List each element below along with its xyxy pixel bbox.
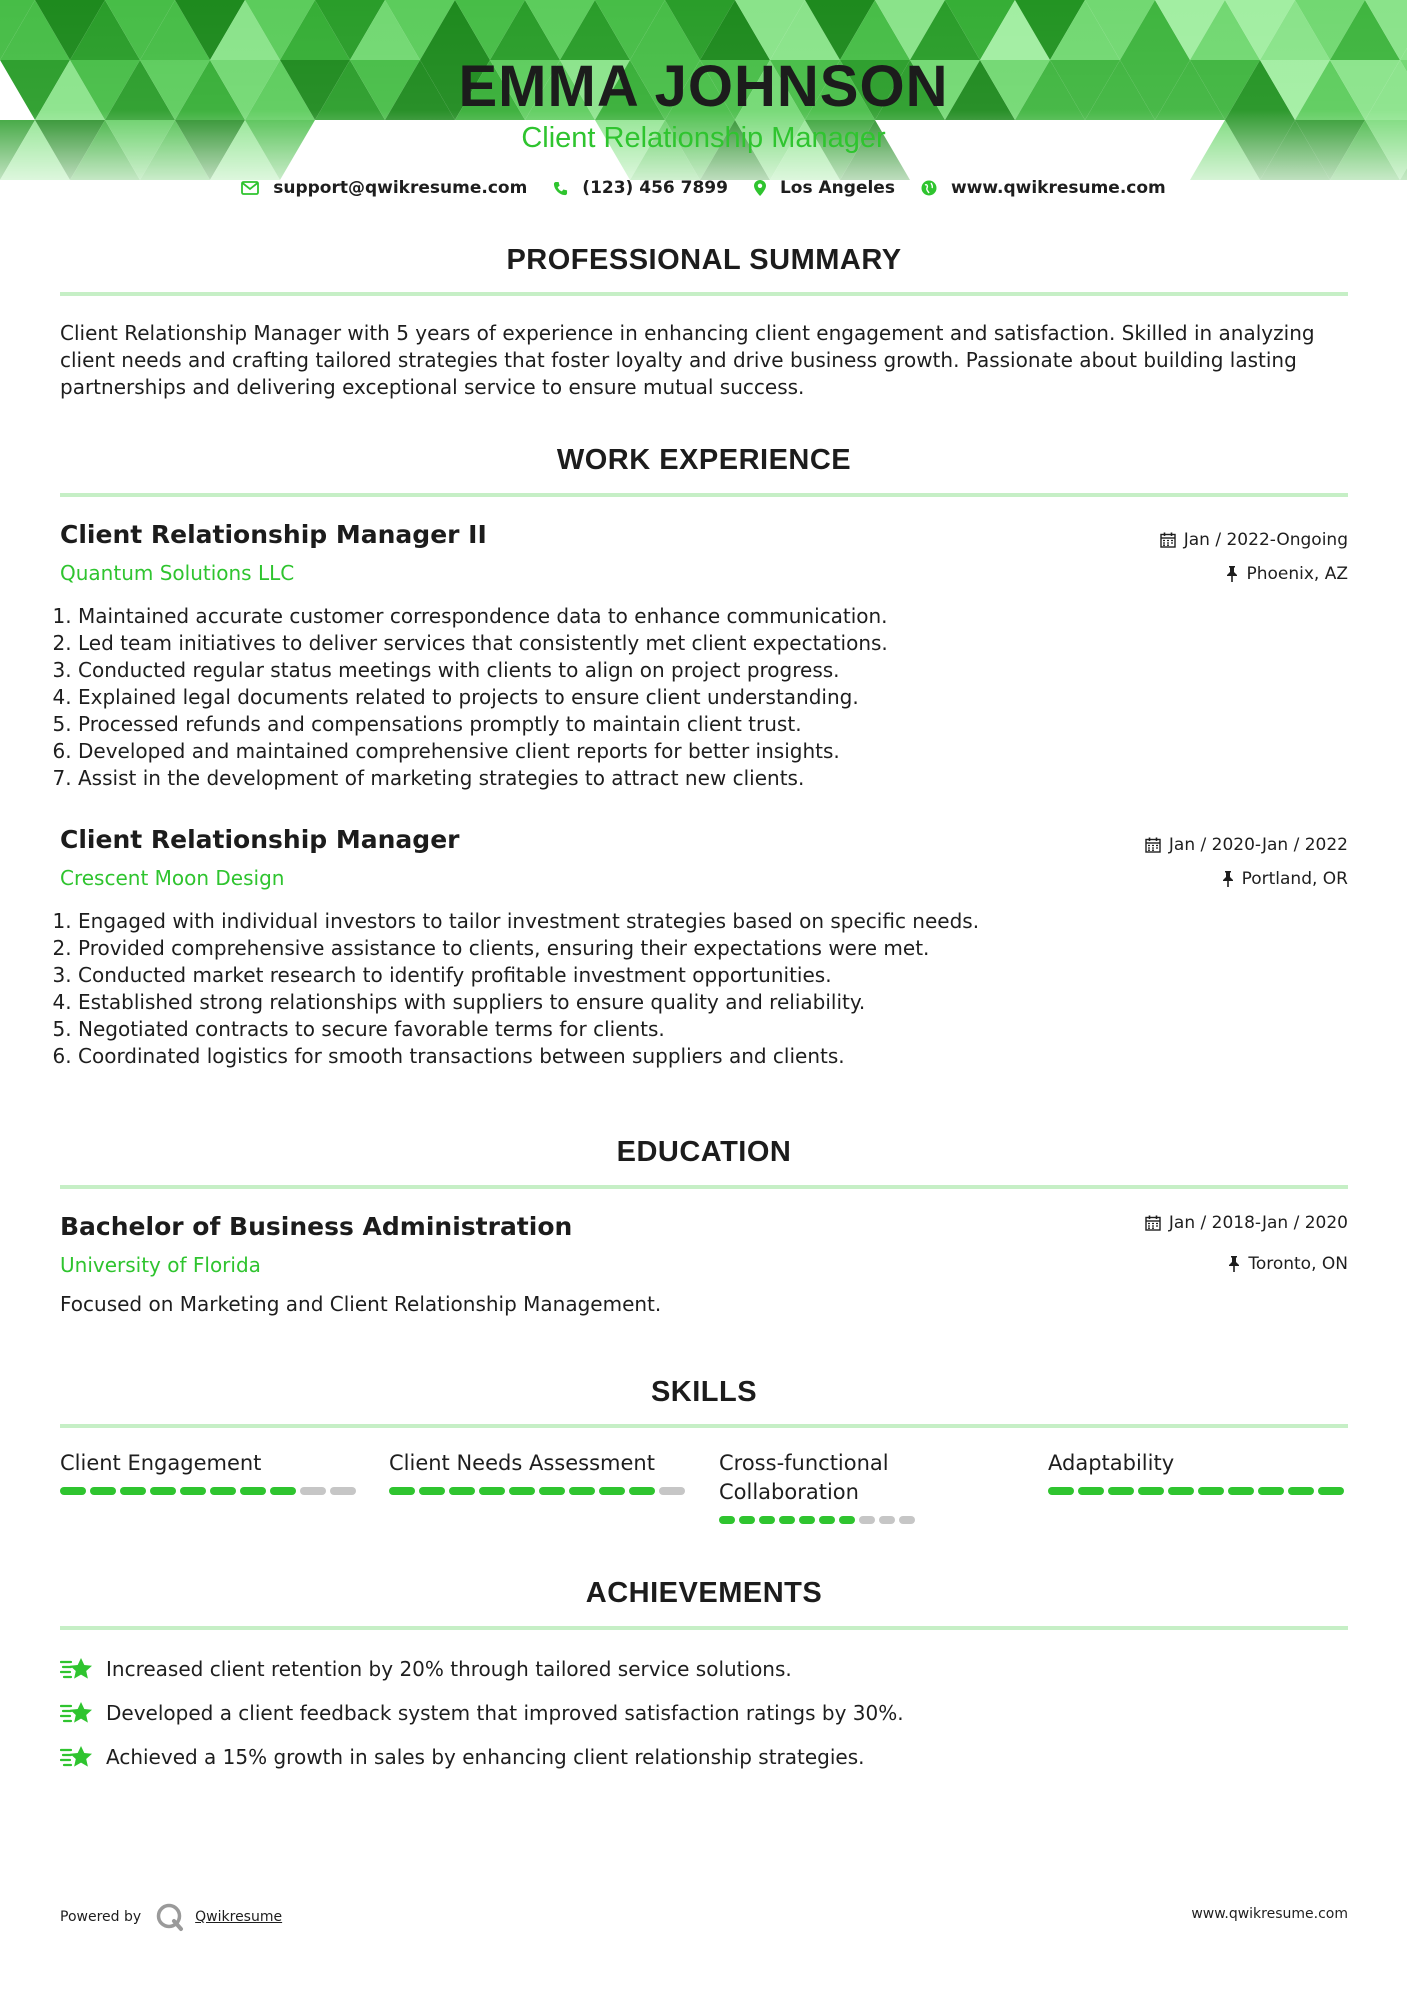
candidate-role: Client Relationship Manager: [521, 122, 886, 154]
skill-dot: [839, 1516, 855, 1524]
contact-location: [754, 178, 895, 198]
skill-dot: [449, 1487, 475, 1495]
skill-dot: [1258, 1487, 1284, 1495]
skill-dot: [629, 1487, 655, 1495]
skill-dot: [330, 1487, 356, 1495]
star-icon: [60, 1744, 94, 1770]
skill-dot: [1318, 1487, 1344, 1495]
degree-title: Bachelor of Business Administration: [60, 1212, 573, 1241]
skills-heading: SKILLS: [650, 1376, 758, 1408]
skill-dot: [1228, 1487, 1254, 1495]
skill-dot: [419, 1487, 445, 1495]
skill-dot: [1048, 1487, 1074, 1495]
list-item: 1. Engaged with individual investors to tailor investment strategies based on specific needs.: [78, 908, 1328, 935]
education-location: [1228, 1254, 1348, 1274]
list-item: 7. Assist in the development of marketing strategies to attract new clients.: [78, 765, 1328, 792]
skill-dot: [479, 1487, 505, 1495]
experience-heading: WORK EXPERIENCE: [556, 444, 852, 476]
contact-email-text: support@qwikresume.com: [273, 178, 528, 198]
summary-text: Client Relationship Manager with 5 years of experience in enhancing client engagement and satisfaction. Skilled in analyzing client needs and crafting tailored strategies that foster loyalty and drive business growth. Passionate about building lasting partnerships and delivering exceptional service to ensure mutual success.: [60, 321, 1315, 399]
skill-item: [60, 1449, 360, 1495]
star-icon: [60, 1656, 94, 1682]
job-duties-list: [50, 603, 1328, 792]
skill-rating: [719, 1516, 919, 1524]
contact-location-text: Los Angeles: [779, 178, 895, 198]
skill-dot: [1198, 1487, 1224, 1495]
job-location: [1226, 564, 1348, 584]
skill-dot: [240, 1487, 266, 1495]
contact-bar: [0, 178, 1407, 198]
education-note: Focused on Marketing and Client Relationship Management.: [60, 1292, 662, 1316]
experience-divider: [60, 493, 1348, 497]
job-duties-list: [50, 908, 1328, 1070]
pushpin-icon: [1226, 566, 1238, 582]
footer-powered-by: [60, 1902, 282, 1932]
skills-divider: [60, 1424, 1348, 1428]
list-item: 3. Conducted market research to identify profitable investment opportunities.: [78, 962, 1328, 989]
achievement-text: Achieved a 15% growth in sales by enhancing client relationship strategies.: [106, 1745, 865, 1769]
education-dates-text: Jan / 2018-Jan / 2020: [1168, 1213, 1348, 1233]
job-dates-text: Jan / 2022-Ongoing: [1183, 530, 1348, 550]
contact-website[interactable]: [921, 178, 1166, 198]
job-company: Crescent Moon Design: [60, 866, 285, 890]
list-item: 3. Conducted regular status meetings with clients to align on project progress.: [78, 657, 1328, 684]
skill-dot: [739, 1516, 755, 1524]
skill-item: [719, 1449, 919, 1524]
achievements-divider: [60, 1626, 1348, 1630]
skill-dot: [180, 1487, 206, 1495]
skill-dot: [799, 1516, 815, 1524]
calendar-icon: [1160, 532, 1176, 548]
skill-dot: [389, 1487, 415, 1495]
list-item: 1. Maintained accurate customer correspondence data to enhance communication.: [78, 603, 1328, 630]
skill-name: Cross-functional Collaboration: [719, 1451, 889, 1504]
contact-website-text: www.qwikresume.com: [950, 178, 1166, 198]
education-divider: [60, 1185, 1348, 1189]
pushpin-icon: [1222, 871, 1234, 887]
candidate-name: EMMA JOHNSON: [458, 54, 949, 119]
footer-url[interactable]: www.qwikresume.com: [1191, 1906, 1348, 1922]
skill-rating: [60, 1487, 360, 1495]
skill-dot: [150, 1487, 176, 1495]
skill-dot: [210, 1487, 236, 1495]
achievement-text: Increased client retention by 20% through tailored service solutions.: [106, 1657, 792, 1681]
star-icon: [60, 1700, 94, 1726]
skill-dot: [270, 1487, 296, 1495]
job-location-text: Phoenix, AZ: [1246, 564, 1348, 584]
achievement-item: [60, 1656, 792, 1682]
skill-name: Client Engagement: [60, 1451, 262, 1475]
list-item: 4. Explained legal documents related to projects to ensure client understanding.: [78, 684, 1328, 711]
skill-dot: [1138, 1487, 1164, 1495]
list-item: 6. Developed and maintained comprehensive client reports for better insights.: [78, 738, 1328, 765]
education-location-text: Toronto, ON: [1248, 1254, 1348, 1274]
contact-phone-text: (123) 456 7899: [582, 178, 728, 198]
job-company: Quantum Solutions LLC: [60, 561, 295, 585]
job-location: [1222, 869, 1348, 889]
skill-name: Client Needs Assessment: [389, 1451, 655, 1475]
summary-divider: [60, 292, 1348, 296]
map-pin-icon: [754, 180, 766, 196]
contact-phone[interactable]: [553, 178, 728, 198]
skill-dot: [60, 1487, 86, 1495]
skill-dot: [90, 1487, 116, 1495]
skill-dot: [1168, 1487, 1194, 1495]
envelope-icon: [241, 181, 259, 195]
education-dates: [1145, 1213, 1348, 1233]
job-dates-text: Jan / 2020-Jan / 2022: [1168, 835, 1348, 855]
skill-dot: [120, 1487, 146, 1495]
list-item: 6. Coordinated logistics for smooth transactions between suppliers and clients.: [78, 1043, 1328, 1070]
list-item: 2. Led team initiatives to deliver services that consistently met client expectations.: [78, 630, 1328, 657]
achievement-item: [60, 1744, 865, 1770]
job-title: Client Relationship Manager II: [60, 520, 487, 549]
qwikresume-logo-icon: [155, 1902, 185, 1932]
list-item: 4. Established strong relationships with suppliers to ensure quality and reliability.: [78, 989, 1328, 1016]
skill-dot: [759, 1516, 775, 1524]
job-dates: [1160, 530, 1348, 550]
skill-dot: [719, 1516, 735, 1524]
achievements-heading: ACHIEVEMENTS: [585, 1577, 823, 1609]
skill-dot: [509, 1487, 535, 1495]
achievement-item: [60, 1700, 904, 1726]
qwikresume-link[interactable]: Qwikresume: [195, 1909, 283, 1925]
skill-dot: [779, 1516, 795, 1524]
education-heading: EDUCATION: [616, 1136, 792, 1168]
job-dates: [1145, 835, 1348, 855]
list-item: 5. Processed refunds and compensations promptly to maintain client trust.: [78, 711, 1328, 738]
skill-name: Adaptability: [1048, 1451, 1175, 1475]
job-location-text: Portland, OR: [1241, 869, 1348, 889]
contact-email[interactable]: [241, 178, 527, 198]
globe-icon: [921, 180, 937, 196]
achievement-text: Developed a client feedback system that improved satisfaction ratings by 30%.: [106, 1701, 904, 1725]
summary-heading: PROFESSIONAL SUMMARY: [506, 244, 902, 276]
skill-dot: [1078, 1487, 1104, 1495]
skill-rating: [389, 1487, 689, 1495]
skill-dot: [300, 1487, 326, 1495]
skill-dot: [569, 1487, 595, 1495]
skill-rating: [1048, 1487, 1348, 1495]
pushpin-icon: [1228, 1256, 1240, 1272]
skill-dot: [899, 1516, 915, 1524]
skill-dot: [859, 1516, 875, 1524]
calendar-icon: [1145, 1215, 1161, 1231]
skill-dot: [1288, 1487, 1314, 1495]
skill-dot: [539, 1487, 565, 1495]
skill-item: [1048, 1449, 1348, 1495]
skill-dot: [1108, 1487, 1134, 1495]
phone-icon: [553, 181, 568, 196]
skill-item: [389, 1449, 689, 1495]
school-name: University of Florida: [60, 1253, 261, 1277]
skill-dot: [879, 1516, 895, 1524]
skill-dot: [819, 1516, 835, 1524]
list-item: 5. Negotiated contracts to secure favorable terms for clients.: [78, 1016, 1328, 1043]
skill-dot: [599, 1487, 625, 1495]
list-item: 2. Provided comprehensive assistance to clients, ensuring their expectations were met.: [78, 935, 1328, 962]
job-title: Client Relationship Manager: [60, 825, 460, 854]
skill-dot: [659, 1487, 685, 1495]
powered-by-label: Powered by: [60, 1909, 142, 1925]
calendar-icon: [1145, 837, 1161, 853]
